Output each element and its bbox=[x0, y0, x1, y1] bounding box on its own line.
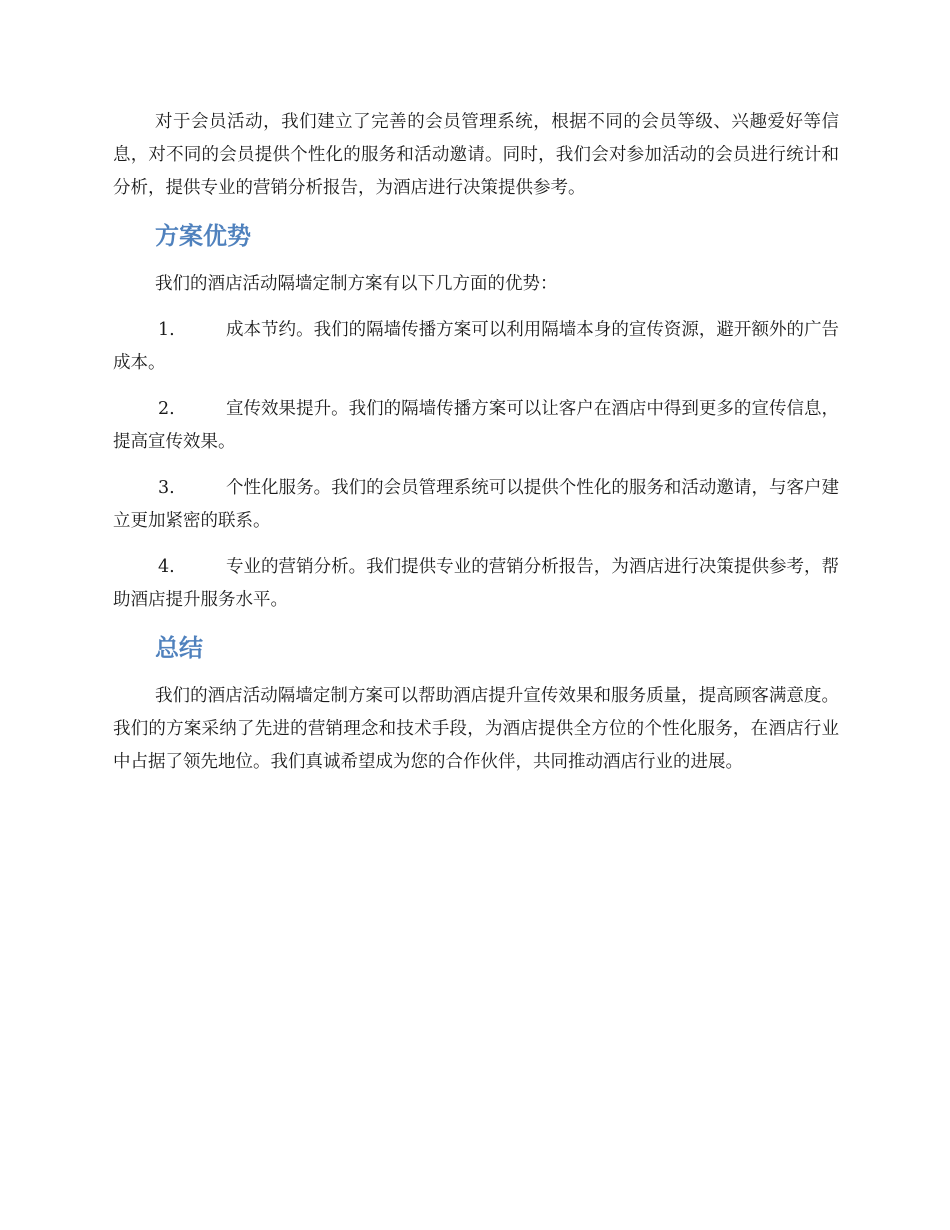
intro-paragraph: 对于会员活动，我们建立了完善的会员管理系统，根据不同的会员等级、兴趣爱好等信息，对不同的会员提供个性化的服务和活动邀请。同时，我们会对参加活动的会员进行统计和分析，提供专业的营销分析报告，为酒店进行决策提供参考。 bbox=[113, 112, 839, 198]
advantages-lead-paragraph: 我们的酒店活动隔墙定制方案有以下几方面的优势： bbox=[155, 274, 558, 294]
section-heading-summary: 总结 bbox=[155, 634, 203, 662]
list-item-number: 2. bbox=[158, 399, 175, 419]
summary-paragraph: 我们的酒店活动隔墙定制方案可以帮助酒店提升宣传效果和服务质量，提高顾客满意度。我们的方案采纳了先进的营销理念和技术手段，为酒店提供全方位的个性化服务，在酒店行业中占据了领先地位。我们真诚希望成为您的合作伙伴，共同推动酒店行业的进展。 bbox=[113, 686, 839, 772]
section-heading-advantages: 方案优势 bbox=[155, 222, 251, 250]
list-item-number: 4. bbox=[158, 557, 175, 577]
document-page bbox=[113, 106, 839, 779]
list-item-text: 成本节约。我们的隔墙传播方案可以利用隔墙本身的宣传资源，避开额外的广告成本。 bbox=[113, 320, 839, 373]
list-item-text: 宣传效果提升。我们的隔墙传播方案可以让客户在酒店中得到更多的宣传信息，提高宣传效果。 bbox=[113, 399, 839, 452]
list-item-number: 3. bbox=[158, 478, 175, 498]
list-item bbox=[113, 314, 839, 380]
list-item bbox=[113, 472, 839, 538]
list-item-text: 专业的营销分析。我们提供专业的营销分析报告，为酒店进行决策提供参考，帮助酒店提升服务水平。 bbox=[113, 557, 839, 610]
list-item bbox=[113, 393, 839, 459]
list-item-number: 1. bbox=[158, 320, 175, 340]
list-item bbox=[113, 551, 839, 617]
list-item-text: 个性化服务。我们的会员管理系统可以提供个性化的服务和活动邀请，与客户建立更加紧密的联系。 bbox=[113, 478, 839, 531]
